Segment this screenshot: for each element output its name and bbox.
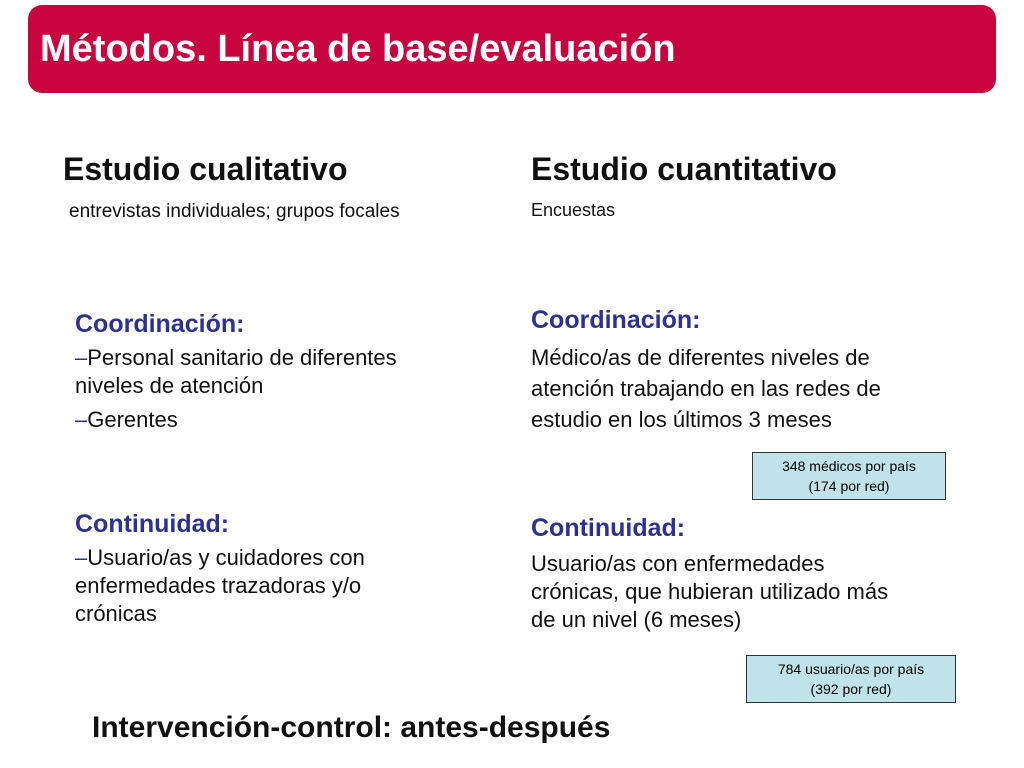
callout-line-1: 784 usuario/as por país: [777, 661, 925, 677]
text-line-1: Médico/as de diferentes niveles de: [531, 345, 870, 370]
qualitative-heading: Estudio cualitativo: [63, 151, 348, 187]
slide-title: Métodos. Línea de base/evaluación: [40, 28, 676, 70]
bullet-dash: –: [75, 545, 88, 570]
quantitative-continuity-text: [531, 550, 888, 634]
item-text-line-2: niveles de atención: [75, 373, 264, 398]
qualitative-subtitle: entrevistas individuales; grupos focales: [69, 201, 400, 222]
item-text-line-1: Usuario/as y cuidadores con: [87, 545, 365, 570]
physicians-callout: [752, 452, 946, 500]
study-design-footer: Intervención-control: antes-después: [92, 711, 611, 744]
callout-line-2: (392 por red): [810, 681, 892, 697]
qualitative-continuity-item-1: [75, 544, 365, 628]
text-line-1: Usuario/as con enfermedades: [531, 551, 825, 576]
callout-line-2: (174 por red): [808, 478, 890, 494]
quantitative-coordination-text: [531, 342, 881, 435]
quantitative-subtitle: Encuestas: [531, 200, 616, 220]
title-bar: [28, 5, 996, 93]
qualitative-coordination-heading: Coordinación:: [75, 310, 245, 338]
bullet-dash: –: [75, 407, 88, 432]
qualitative-coordination-item-2: [75, 406, 178, 434]
users-callout: [746, 655, 956, 703]
item-text-line-1: Personal sanitario de diferentes: [87, 345, 397, 370]
text-line-2: atención trabajando en las redes de: [531, 376, 881, 401]
qualitative-coordination-item-1: [75, 344, 397, 400]
quantitative-heading: Estudio cuantitativo: [531, 151, 837, 187]
item-text-line-1: Gerentes: [87, 407, 178, 432]
text-line-3: estudio en los últimos 3 meses: [531, 407, 832, 432]
quantitative-continuity-heading: Continuidad:: [531, 514, 686, 542]
text-line-3: de un nivel (6 meses): [531, 607, 742, 632]
item-text-line-2: enfermedades trazadoras y/o: [75, 573, 362, 598]
quantitative-coordination-heading: Coordinación:: [531, 306, 701, 334]
text-line-2: crónicas, que hubieran utilizado más: [531, 579, 889, 604]
bullet-dash: –: [75, 345, 88, 370]
callout-line-1: 348 médicos por país: [782, 458, 916, 474]
item-text-line-3: crónicas: [75, 601, 157, 626]
qualitative-continuity-heading: Continuidad:: [75, 510, 230, 538]
